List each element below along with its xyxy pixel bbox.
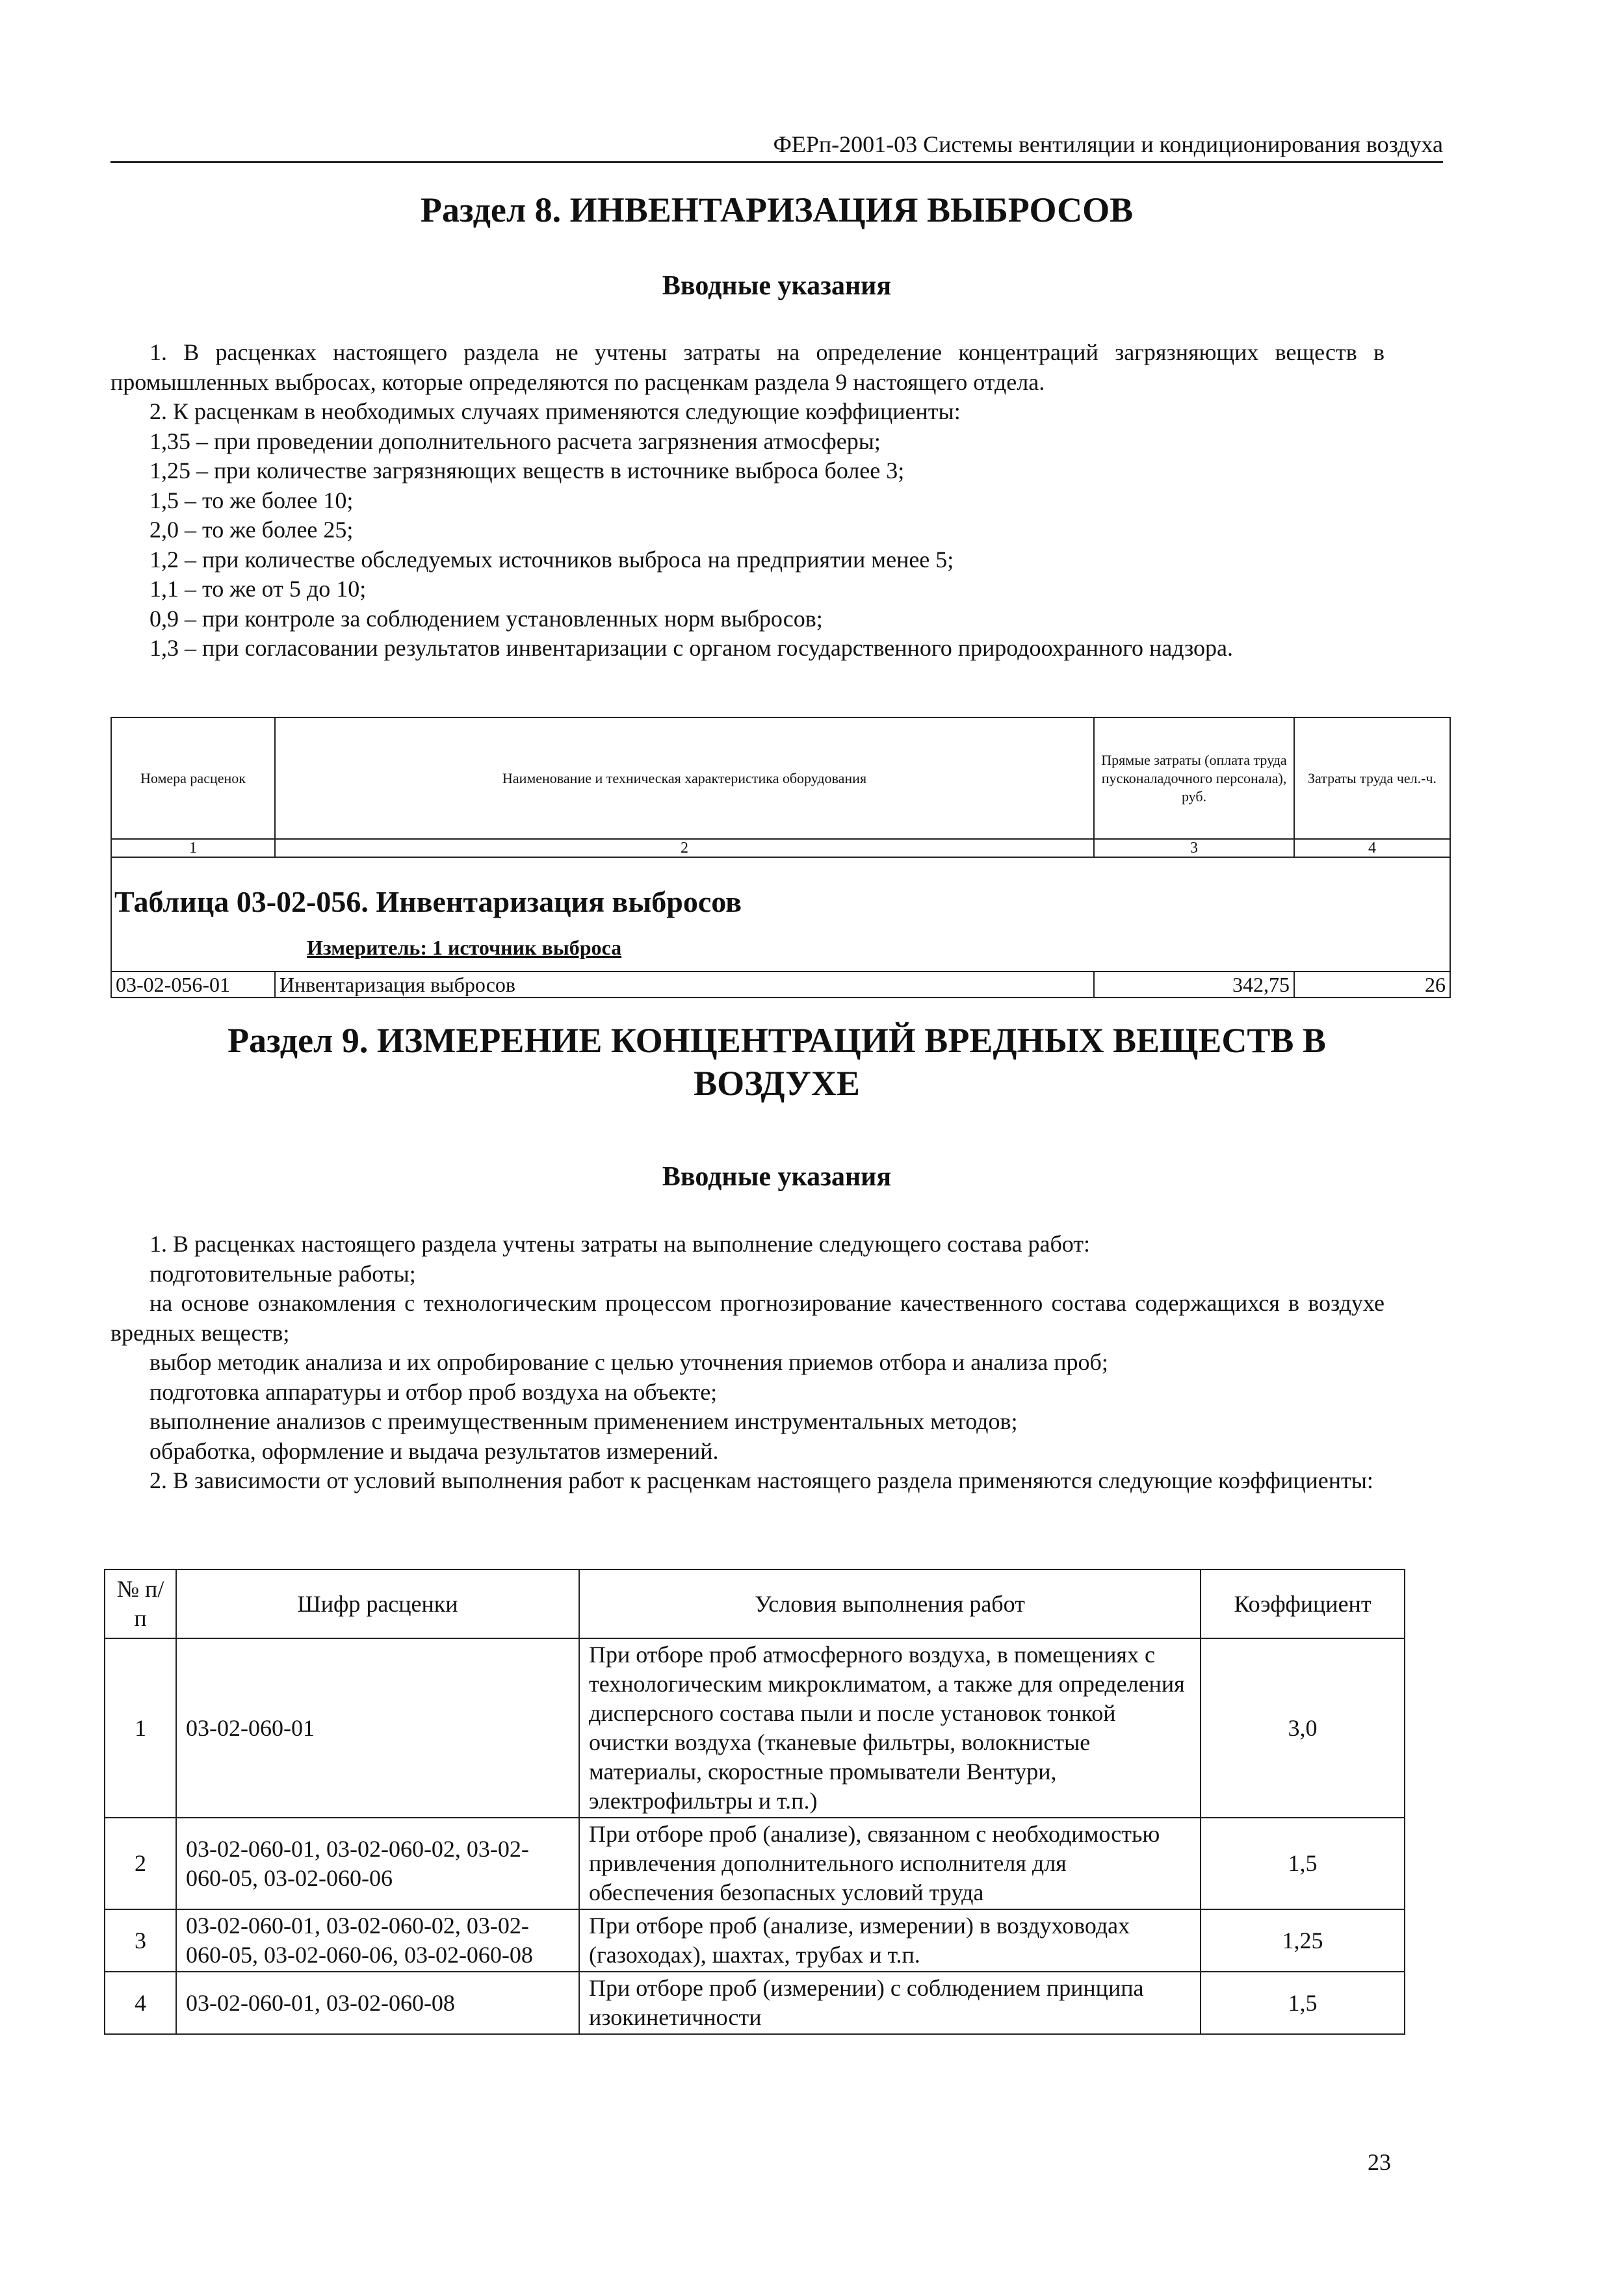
coefficient-line: 1,1 – то же от 5 до 10; xyxy=(150,576,367,602)
condition: При отборе проб (анализе, измерении) в воздуховодах (газоходах), шахтах, трубах и т.п. xyxy=(579,1909,1201,1972)
section-9-title-line: ВОЗДУХЕ xyxy=(694,1064,860,1103)
table-row xyxy=(105,1818,1405,1909)
coefficient-line: 1,3 – при согласовании результатов инвентаризации с органом государственного природоохранного надзора. xyxy=(150,635,1233,661)
coefficient-line: 1,25 – при количестве загрязняющих веществ в источнике выброса более 3; xyxy=(150,458,905,484)
rates-table-header-row xyxy=(111,717,1450,839)
header-row-number: № п/п xyxy=(105,1569,176,1638)
section-9-paragraph: выполнение анализов с преимущественным применением инструментальных методов; xyxy=(150,1408,1018,1434)
section-9-paragraph: подготовка аппаратуры и отбор проб воздуха на объекте; xyxy=(150,1378,718,1405)
section-9-intro-title: Вводные указания xyxy=(662,1162,892,1192)
header-conditions: Условия выполнения работ xyxy=(579,1569,1201,1638)
header-coefficient: Коэффициент xyxy=(1201,1569,1405,1638)
coefficient: 1,5 xyxy=(1201,1972,1405,2034)
coefficient: 1,5 xyxy=(1201,1818,1405,1909)
section-8-paragraph: 2. К расценкам в необходимых случаях применяются следующие коэффициенты: xyxy=(150,398,961,424)
rate-cost: 342,75 xyxy=(1094,972,1294,998)
column-number: 1 xyxy=(111,839,275,857)
coefficient-line: 0,9 – при контроле за соблюдением установленных норм выбросов; xyxy=(150,605,823,632)
section-9-paragraph: на основе ознакомления с технологическим процессом прогнозирование качественного состава содержащихся в воздухе вредных веществ; xyxy=(110,1290,1384,1346)
section-9-paragraph: 1. В расценках настоящего раздела учтены затраты на выполнение следующего состава работ: xyxy=(150,1231,1091,1257)
section-9-paragraph: подготовительные работы; xyxy=(150,1260,416,1287)
row-number: 1 xyxy=(105,1638,176,1818)
section-9-title-line: Раздел 9. ИЗМЕРЕНИЕ КОНЦЕНТРАЦИЙ ВРЕДНЫХ ВЕЩЕСТВ В xyxy=(228,1021,1326,1060)
coefficient-line: 2,0 – то же более 25; xyxy=(150,517,354,543)
coefficient: 1,25 xyxy=(1201,1909,1405,1972)
condition: При отборе проб (анализе), связанном с необходимостью привлечения дополнительного исполнителя для обеспечения безопасных условий труда xyxy=(579,1818,1201,1909)
condition: При отборе проб (измерении) с соблюдением принципа изокинетичности xyxy=(579,1972,1201,2034)
row-number: 3 xyxy=(105,1909,176,1972)
column-number: 3 xyxy=(1094,839,1294,857)
rates-table xyxy=(110,717,1451,998)
page-number: 23 xyxy=(1368,2149,1391,2175)
table-row xyxy=(105,1909,1405,1972)
table-title-row xyxy=(111,857,1450,972)
header-rate-code: Шифр расценки xyxy=(176,1569,579,1638)
condition: При отборе проб атмосферного воздуха, в помещениях с технологическим микроклиматом, а также для определения дисперсного состава пыли и после установок тонкой очистки воздуха (тканевые фильтры, волокнистые материалы, скоростные промыватели Вентури, электрофильтры и т.п.) xyxy=(579,1638,1201,1818)
header-labor-costs: Затраты труда чел.-ч. xyxy=(1294,717,1450,839)
rates-table-column-numbers xyxy=(111,839,1450,857)
section-8-intro-title: Вводные указания xyxy=(662,271,892,301)
table-row xyxy=(105,1638,1405,1818)
section-8-title: Раздел 8. ИНВЕНТАРИЗАЦИЯ ВЫБРОСОВ xyxy=(420,190,1134,229)
running-header: ФЕРп-2001-03 Системы вентиляции и кондиционирования воздуха xyxy=(110,129,1443,163)
coefficient-line: 1,35 – при проведении дополнительного расчета загрязнения атмосферы; xyxy=(150,428,881,454)
column-number: 2 xyxy=(275,839,1094,857)
header-direct-costs: Прямые затраты (оплата труда пусконаладочного персонала), руб. xyxy=(1094,717,1294,839)
coefficients-table xyxy=(104,1569,1405,2035)
rate-code: 03-02-060-01, 03-02-060-08 xyxy=(176,1972,579,2034)
rate-labor: 26 xyxy=(1294,972,1450,998)
table-row xyxy=(105,1972,1405,2034)
row-number: 2 xyxy=(105,1818,176,1909)
section-8-paragraph: 1. В расценках настоящего раздела не учтены затраты на определение концентраций загрязняющих веществ в промышленных выбросах, которые определяются по расценкам раздела 9 настоящего отдела. xyxy=(110,339,1384,395)
section-9-paragraph: выбор методик анализа и их опробирование с целью уточнения приемов отбора и анализа проб; xyxy=(150,1349,1108,1375)
table-title: Таблица 03-02-056. Инвентаризация выбросов xyxy=(114,885,742,918)
section-9-title xyxy=(110,1019,1443,1105)
coefficient: 3,0 xyxy=(1201,1638,1405,1818)
rate-code: 03-02-056-01 xyxy=(111,972,275,998)
table-measure: Измеритель: 1 источник выброса xyxy=(307,936,622,959)
row-number: 4 xyxy=(105,1972,176,2034)
section-9-paragraph: 2. В зависимости от условий выполнения работ к расценкам настоящего раздела применяются следующие коэффициенты: xyxy=(150,1467,1373,1493)
coefficient-line: 1,2 – при количестве обследуемых источников выброса на предприятии менее 5; xyxy=(150,546,954,573)
section-9-instructions xyxy=(110,1230,1384,1496)
rate-code: 03-02-060-01, 03-02-060-02, 03-02-060-05, 03-02-060-06 xyxy=(176,1818,579,1909)
header-rate-number: Номера расценок xyxy=(111,717,275,839)
rate-code: 03-02-060-01 xyxy=(176,1638,579,1818)
header-equipment-name: Наименование и техническая характеристика оборудования xyxy=(275,717,1094,839)
coefficients-header-row xyxy=(105,1569,1405,1638)
section-9-paragraph: обработка, оформление и выдача результатов измерений. xyxy=(150,1438,719,1464)
table-title-cell xyxy=(111,857,1450,972)
rate-name: Инвентаризация выбросов xyxy=(275,972,1094,998)
section-8-instructions xyxy=(110,338,1384,664)
rate-code: 03-02-060-01, 03-02-060-02, 03-02-060-05, 03-02-060-06, 03-02-060-08 xyxy=(176,1909,579,1972)
coefficient-line: 1,5 – то же более 10; xyxy=(150,487,354,513)
column-number: 4 xyxy=(1294,839,1450,857)
table-row xyxy=(111,972,1450,998)
